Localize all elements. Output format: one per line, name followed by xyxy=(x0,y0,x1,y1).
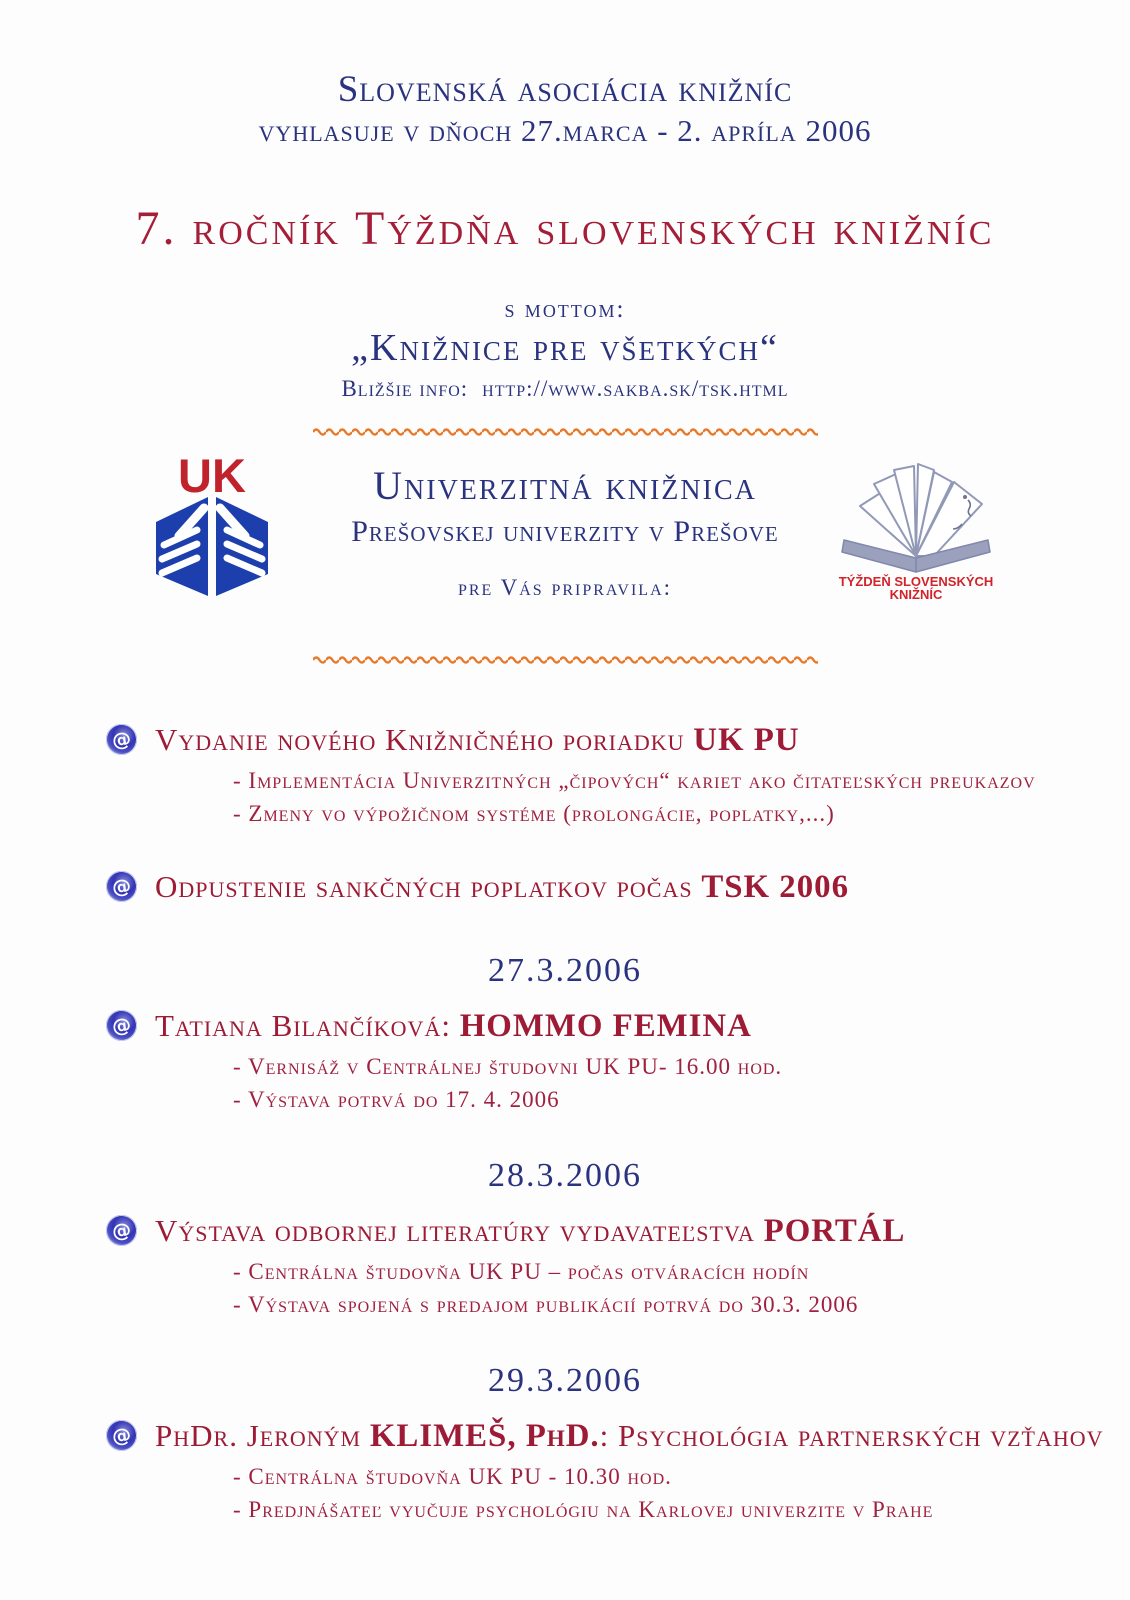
item-detail: - Výstava spojená s predajom publikácií potrvá do 30.3. 2006 xyxy=(233,1292,859,1318)
at-spiral-icon: @ xyxy=(104,1213,139,1248)
item-title-text: Odpustenie sankčných poplatkov počas xyxy=(155,869,702,905)
organizer-prepared-label: pre Vás pripravila: xyxy=(457,575,673,600)
event-date: 29.3.2006 xyxy=(488,1362,642,1400)
item-title-text: Tatiana Bilančíková: xyxy=(155,1008,460,1044)
page-title: 7. ročník Týždňa slovenských knižníc xyxy=(135,202,995,255)
list-item xyxy=(0,1416,1130,1457)
item-title-post: : Psychológia partnerských vzťahov xyxy=(599,1418,1104,1454)
item-title-strong: PORTÁL xyxy=(763,1213,906,1250)
organizer-name: Univerzitná knižnica xyxy=(373,463,757,508)
program-list xyxy=(0,720,1130,1523)
item-detail: - Centrálna študovňa UK PU – počas otváracích hodín xyxy=(233,1259,810,1285)
announcement-dates: vyhlasuje v dňoch 27.marca - 2. apríla 2006 xyxy=(258,113,872,148)
item-title-text: PhDr. Jeroným xyxy=(155,1418,370,1454)
at-spiral-icon: @ xyxy=(104,869,139,904)
item-detail: - Implementácia Univerzitných „čipových“ kariet ako čitateľských preukazov xyxy=(233,768,1036,794)
organizer-subtitle: Prešovskej univerzity v Prešove xyxy=(351,515,779,548)
list-item xyxy=(0,720,1130,761)
info-line xyxy=(0,376,1130,402)
item-detail: - Výstava potrvá do 17. 4. 2006 xyxy=(233,1087,560,1113)
tsk-caption-line2: KNIŽNÍC xyxy=(889,587,943,600)
motto-text: „Knižnice pre všetkých“ xyxy=(351,327,779,369)
item-title xyxy=(155,867,849,908)
association-name: Slovenská asociácia knižníc xyxy=(337,69,793,110)
item-title-text: Vydanie nového Knižničného poriadku xyxy=(155,722,694,757)
item-detail: - Predjnášateľ vyučuje psychológiu na Karlovej univerzite v Prahe xyxy=(233,1497,934,1523)
item-detail: - Vernisáž v Centrálnej študovni UK PU- 16.00 hod. xyxy=(233,1054,783,1080)
organizer-section xyxy=(0,444,1130,646)
info-label: Bližšie info: xyxy=(341,376,469,401)
item-title xyxy=(155,1211,905,1252)
motto-label: s mottom: xyxy=(504,296,626,323)
list-item xyxy=(0,1211,1130,1252)
tsk-open-book-logo-icon xyxy=(830,448,1002,600)
item-title-strong: UK PU xyxy=(693,722,800,758)
item-title-strong: KLIMEŠ, PhD. xyxy=(369,1418,600,1455)
wavy-line-icon xyxy=(313,424,818,438)
item-title xyxy=(155,1416,1104,1457)
item-title xyxy=(155,1006,752,1047)
at-spiral-icon: @ xyxy=(104,1008,139,1043)
wavy-divider xyxy=(313,424,818,438)
at-spiral-icon: @ xyxy=(104,1418,139,1453)
tsk-caption-line1: TÝŽDEŇ SLOVENSKÝCH xyxy=(838,574,994,589)
event-date: 27.3.2006 xyxy=(488,952,642,990)
info-url: http://www.sakba.sk/tsk.html xyxy=(482,376,789,401)
item-detail: - Centrálna študovňa UK PU - 10.30 hod. xyxy=(233,1464,672,1490)
uk-library-logo-icon xyxy=(150,446,274,604)
item-title-strong: TSK 2006 xyxy=(701,869,850,906)
wavy-divider xyxy=(313,652,818,666)
at-spiral-icon: @ xyxy=(104,722,139,757)
item-title xyxy=(155,720,800,761)
list-item xyxy=(0,1006,1130,1047)
list-item xyxy=(0,867,1130,908)
uk-monogram: UK xyxy=(178,449,246,502)
wavy-line-icon xyxy=(313,652,818,666)
item-title-text: Výstava odbornej literatúry vydavateľstva xyxy=(155,1213,764,1249)
item-title-strong: HOMMO FEMINA xyxy=(459,1008,752,1045)
event-date: 28.3.2006 xyxy=(488,1157,642,1195)
item-detail: - Zmeny vo výpožičnom systéme (prolongácie, poplatky,...) xyxy=(233,801,835,827)
